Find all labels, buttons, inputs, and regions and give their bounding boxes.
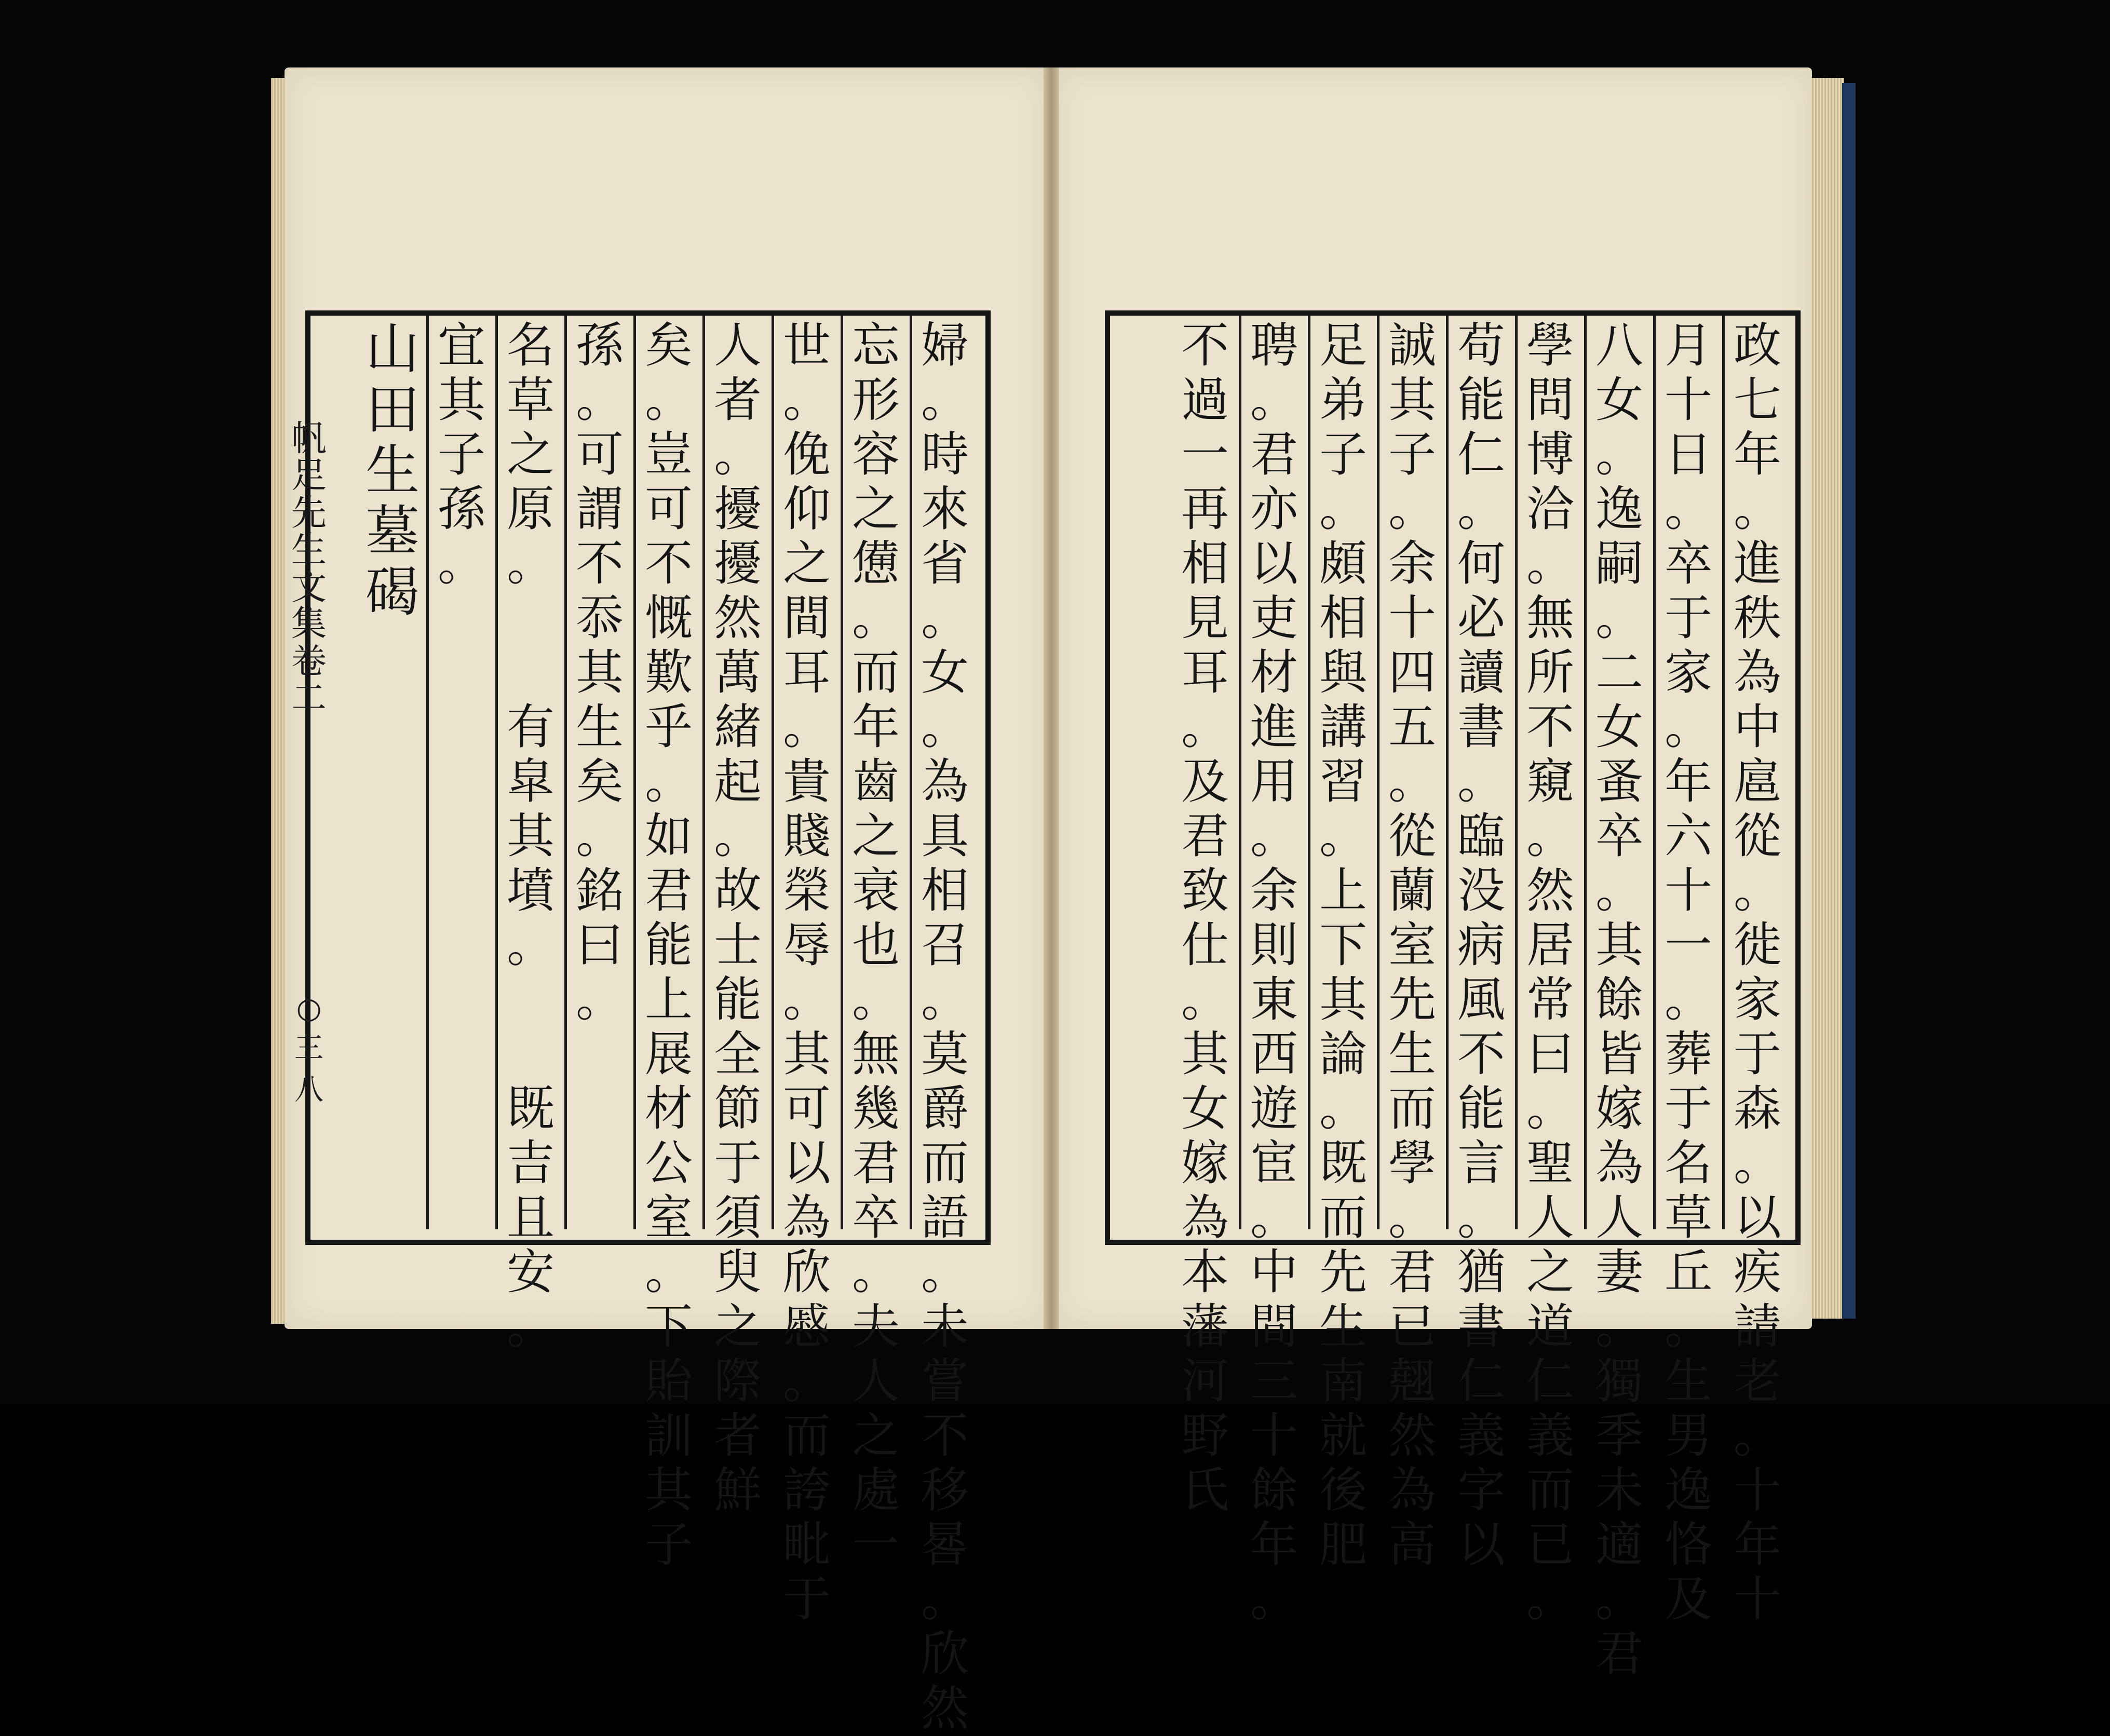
right-column-4: 學 問 博 洽 。 無 所 不 窺 。 然 居 常 曰 。 聖 人 之 道 仁 義 而 已 。 xyxy=(1526,318,1574,1627)
right-column-7: 足 弟 子 。 頗 相 與 講 習 。 上 下 其 論 。 既 而 先 生 南 就 後 肥 xyxy=(1319,318,1367,1572)
left-column-6: 孫 。 可 謂 不 忝 其 生 矣 。 銘 曰 。 xyxy=(575,318,624,1027)
page-number: ○ 三 八 xyxy=(294,992,323,1107)
right-column-9: 不 過 一 再 相 見 耳 。 及 君 致 仕 。 其 女 嫁 為 本 藩 河 野 氏 xyxy=(1181,318,1229,1518)
left-column-rule xyxy=(772,316,774,1229)
right-column-rule xyxy=(1722,316,1725,1229)
right-column-rule xyxy=(1377,316,1379,1229)
right-column-1: 政 七 年 。 進 秩 為 中 扈 從 。 徙 家 于 森 。 以 疾 請 老 。 十 年 十 xyxy=(1733,318,1781,1627)
right-column-2: 月 十 日 。 卒 于 家 。 年 六 十 一 。 葬 于 名 草 丘 。 生 男 逸 恪 及 xyxy=(1664,318,1712,1627)
left-column-rule xyxy=(633,316,636,1229)
left-column-rule xyxy=(910,316,912,1229)
left-column-rule xyxy=(841,316,843,1229)
right-column-5: 苟 能 仁 。 何 必 讀 書 。 臨 没 病 風 不 能 言 。 猶 書 仁 義 字 以 xyxy=(1457,318,1505,1572)
left-column-3: 世 。 俛 仰 之 間 耳 。 貴 賤 榮 辱 。 其 可 以 為 欣 慼 。 而 誇 毗 于 xyxy=(782,318,831,1627)
right-column-3: 八 女 。 逸 嗣 。 二 女 蚤 卒 。 其 餘 皆 嫁 為 人 妻 。 獨 季 未 適 。 君 xyxy=(1595,318,1643,1681)
right-column-rule xyxy=(1653,316,1656,1229)
margin-title: 帆 足 先 生 文 集 卷 二 xyxy=(291,418,327,719)
right-column-8: 聘 。 君 亦 以 吏 材 進 用 。 余 則 東 西 遊 宦 。 中 間 三 十 餘 年 。 xyxy=(1250,318,1298,1627)
left-column-2: 忘 形 容 之 憊 。 而 年 齒 之 衰 也 。 無 幾 君 卒 。 夫 人 之 處 一 xyxy=(851,318,900,1572)
book-gutter xyxy=(1044,67,1059,1329)
right-column-6: 誠 其 子 。 余 十 四 五 。 從 蘭 室 先 生 而 學 。 君 已 翹 然 為 高 xyxy=(1388,318,1436,1572)
right-column-rule xyxy=(1446,316,1449,1229)
left-column-rule xyxy=(495,316,498,1229)
left-column-rule xyxy=(564,316,567,1229)
right-column-rule xyxy=(1515,316,1518,1229)
left-column-7: 名 草 之 原 。 有 皐 其 墳 。 既 吉 且 安 。 xyxy=(506,318,554,1354)
right-column-rule xyxy=(1239,316,1241,1229)
left-column-rule xyxy=(702,316,705,1229)
left-column-5: 矣 。 豈 可 不 慨 歎 乎 。 如 君 能 上 展 材 公 室 。 下 貽 訓 其 子 xyxy=(644,318,693,1572)
right-column-rule xyxy=(1308,316,1310,1229)
left-column-1: 婦 。 時 來 省 。 女 。 為 具 相 召 。 莫 爵 而 語 。 未 嘗 不 移 晷 。 欣 然 xyxy=(921,318,969,1736)
left-column-4: 人 者 。 擾 擾 然 萬 緒 起 。 故 士 能 全 節 于 須 臾 之 際 者 鮮 xyxy=(713,318,762,1518)
left-column-8: 宜 其 子 孫 。 xyxy=(437,318,485,591)
epitaph-heading: 山 田 生 墓 碣 xyxy=(365,317,420,623)
right-column-rule xyxy=(1584,316,1587,1229)
left-column-rule xyxy=(426,316,429,1229)
book-cover-edge xyxy=(1842,83,1856,1319)
